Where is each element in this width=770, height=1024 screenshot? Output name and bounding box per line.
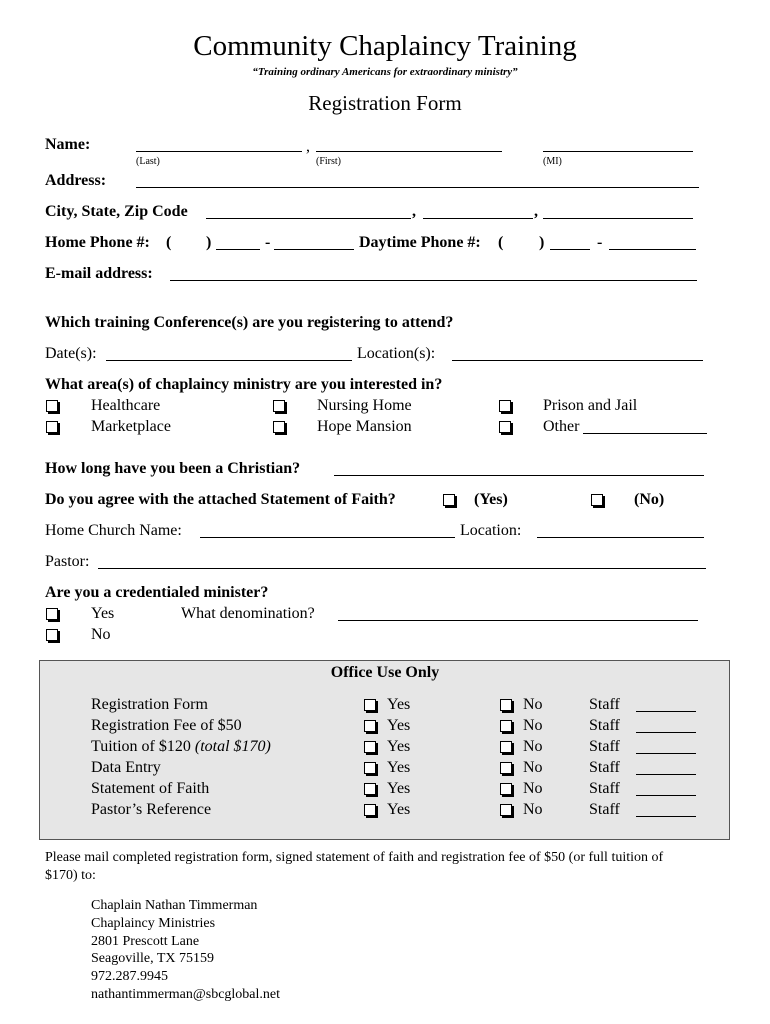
christian-duration-field[interactable] [334,475,704,476]
email-field[interactable] [170,280,697,281]
home-phone-number-field[interactable] [274,249,354,250]
address-label: Address: [45,172,107,189]
city-state-zip-label: City, State, Zip Code [45,203,188,220]
office-yes-label: Yes [387,738,411,755]
interests-question: What area(s) of chaplaincy ministry are you interested in? [45,376,443,393]
pastor-field[interactable] [98,568,706,569]
statement-yes-checkbox[interactable] [443,494,455,506]
mail-address-line: Chaplain Nathan Timmerman [91,898,258,913]
nursing-home-checkbox[interactable] [273,400,285,412]
office-yes-label: Yes [387,717,411,734]
office-staff-initials-field[interactable] [636,753,696,754]
name-label: Name: [45,136,91,153]
home-phone-prefix-field[interactable] [216,249,260,250]
office-yes-label: Yes [387,696,411,713]
office-yes-checkbox[interactable] [364,783,376,795]
denomination-field[interactable] [338,620,698,621]
name-comma: , [306,138,310,155]
office-staff-initials-field[interactable] [636,711,696,712]
office-yes-label: Yes [387,801,411,818]
church-location-field[interactable] [537,537,704,538]
email-label: E-mail address: [45,265,153,282]
office-yes-checkbox[interactable] [364,699,376,711]
office-staff-label: Staff [589,801,620,818]
home-phone-label: Home Phone #: [45,234,150,251]
state-field[interactable] [423,218,533,219]
office-staff-initials-field[interactable] [636,732,696,733]
office-staff-initials-field[interactable] [636,816,696,817]
mail-instructions-line2: $170) to: [45,868,96,883]
motto: “Training ordinary Americans for extraordinary ministry” [252,66,518,78]
mail-instructions-line1: Please mail completed registration form, signed statement of faith and registration fee of $50 (or full tuition of [45,850,664,865]
office-row-label: Registration Form [91,696,208,713]
pastor-label: Pastor: [45,553,90,570]
office-no-label: No [523,717,543,734]
minister-yes-checkbox[interactable] [46,608,58,620]
mail-address-line: 2801 Prescott Lane [91,934,200,949]
minister-no-label: No [91,626,111,643]
office-no-label: No [523,780,543,797]
office-yes-checkbox[interactable] [364,762,376,774]
church-location-label: Location: [460,522,522,539]
office-no-checkbox[interactable] [500,783,512,795]
middle-initial-field[interactable] [543,151,693,152]
last-caption: (Last) [136,156,160,167]
other-label: Other [543,418,580,435]
office-yes-checkbox[interactable] [364,804,376,816]
last-name-field[interactable] [136,151,302,152]
statement-question: Do you agree with the attached Statement of Faith? [45,491,396,508]
office-staff-label: Staff [589,738,620,755]
office-no-label: No [523,696,543,713]
daytime-phone-number-field[interactable] [609,249,696,250]
first-name-field[interactable] [316,151,502,152]
statement-no-label: (No) [634,491,665,508]
mail-address-line: Seagoville, TX 75159 [91,951,215,966]
dates-label: Date(s): [45,345,97,362]
mail-address-line: Chaplaincy Ministries [91,916,216,931]
prison-jail-label: Prison and Jail [543,397,638,414]
office-yes-checkbox[interactable] [364,741,376,753]
office-yes-label: Yes [387,759,411,776]
statement-no-checkbox[interactable] [591,494,603,506]
office-no-checkbox[interactable] [500,741,512,753]
office-row-label: Tuition of $120 (total $170) [91,738,271,755]
form-title: Community Chaplaincy Training [193,30,577,62]
other-checkbox[interactable] [499,421,511,433]
office-row-label: Pastor’s Reference [91,801,212,818]
office-no-checkbox[interactable] [500,720,512,732]
minister-no-checkbox[interactable] [46,629,58,641]
healthcare-label: Healthcare [91,397,161,414]
office-staff-initials-field[interactable] [636,795,696,796]
locations-field[interactable] [452,360,703,361]
address-field[interactable] [136,187,699,188]
registration-form-heading: Registration Form [308,91,462,115]
other-field[interactable] [583,433,707,434]
hope-mansion-checkbox[interactable] [273,421,285,433]
office-yes-label: Yes [387,780,411,797]
office-staff-label: Staff [589,717,620,734]
office-no-checkbox[interactable] [500,699,512,711]
nursing-home-label: Nursing Home [317,397,412,414]
marketplace-checkbox[interactable] [46,421,58,433]
office-no-label: No [523,738,543,755]
home-church-field[interactable] [200,537,455,538]
home-church-label: Home Church Name: [45,522,182,539]
denomination-label: What denomination? [181,605,315,622]
conference-question: Which training Conference(s) are you registering to attend? [45,314,454,331]
office-no-label: No [523,759,543,776]
phone-number: 972.287.9945 [91,969,168,984]
office-no-label: No [523,801,543,818]
minister-question: Are you a credentialed minister? [45,584,269,601]
office-no-checkbox[interactable] [500,762,512,774]
email-address: nathantimmerman@sbcglobal.net [91,987,281,1002]
statement-yes-label: (Yes) [474,491,508,508]
healthcare-checkbox[interactable] [46,400,58,412]
locations-label: Location(s): [357,345,436,362]
city-field[interactable] [206,218,411,219]
zip-field[interactable] [543,218,693,219]
prison-jail-checkbox[interactable] [499,400,511,412]
marketplace-label: Marketplace [91,418,171,435]
daytime-phone-label: Daytime Phone #: [359,234,481,251]
office-staff-label: Staff [589,696,620,713]
office-no-checkbox[interactable] [500,804,512,816]
office-staff-label: Staff [589,759,620,776]
office-yes-checkbox[interactable] [364,720,376,732]
office-row-label: Statement of Faith [91,780,210,797]
christian-question: How long have you been a Christian? [45,460,301,477]
dates-field[interactable] [106,360,352,361]
hope-mansion-label: Hope Mansion [317,418,412,435]
office-staff-initials-field[interactable] [636,774,696,775]
office-row-label: Data Entry [91,759,161,776]
mi-caption: (MI) [543,156,562,167]
tuition-total-note: (total $170) [194,738,271,755]
office-staff-label: Staff [589,780,620,797]
daytime-phone-prefix-field[interactable] [550,249,590,250]
office-row-label: Registration Fee of $50 [91,717,242,734]
office-use-heading: Office Use Only [330,664,440,681]
first-caption: (First) [316,156,341,167]
minister-yes-label: Yes [91,605,115,622]
